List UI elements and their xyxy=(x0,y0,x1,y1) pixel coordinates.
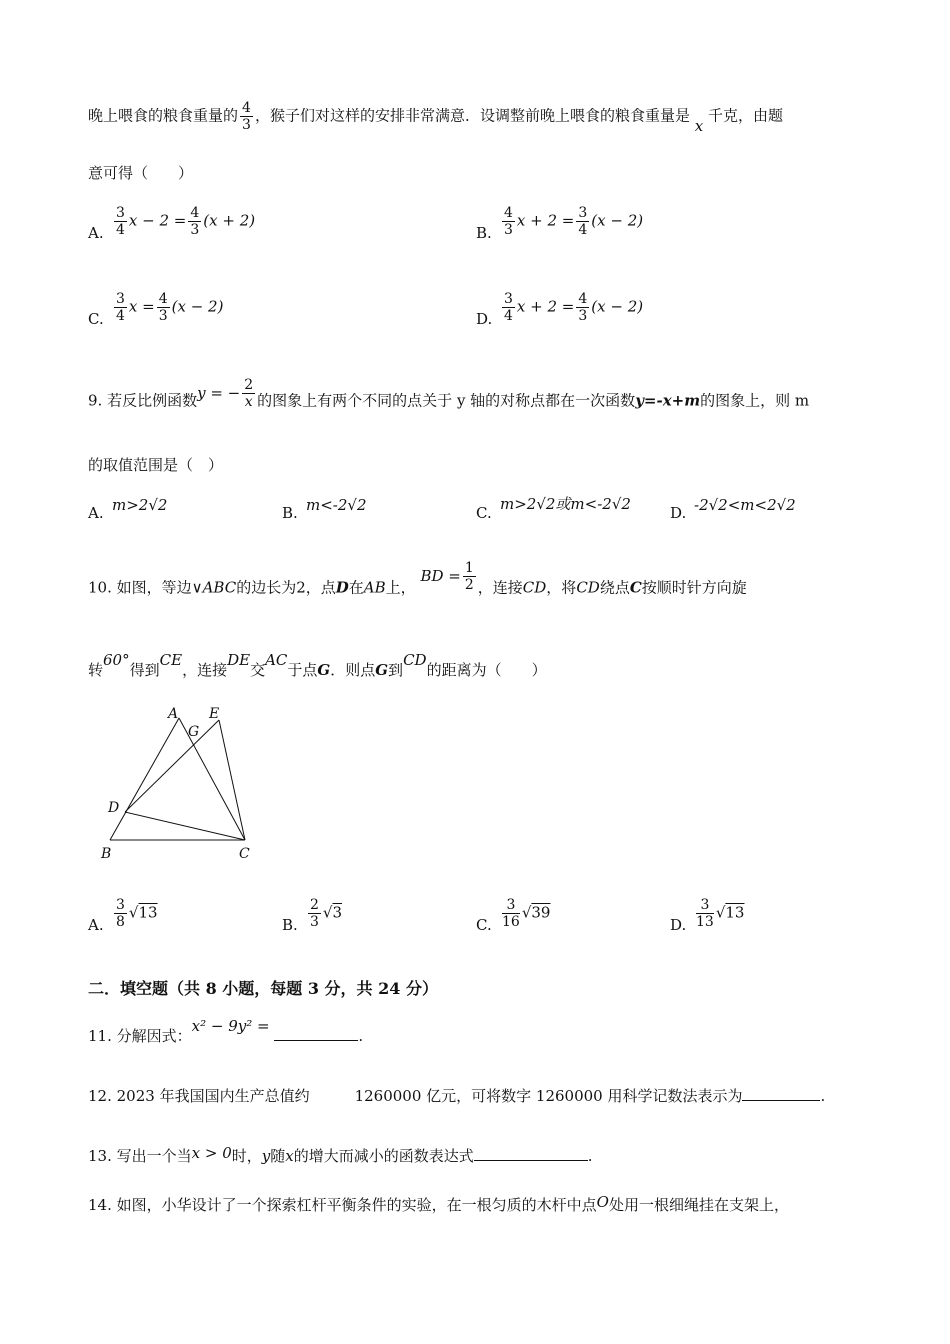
q13-answer-blank[interactable] xyxy=(474,1146,588,1161)
label-a: A xyxy=(168,706,179,722)
q14: 14. 如图，小华设计了一个探索杠杆平衡条件的实验，在一根匀质的木杆中点O处用一根细绳挂在支架上， xyxy=(88,1193,789,1214)
label-b: B xyxy=(101,846,112,862)
q9-option-b[interactable]: B. m<-2√2 xyxy=(282,496,367,522)
q9-option-d[interactable]: D. -2√2<m<2√2 xyxy=(670,496,796,522)
q8-line1: 晚上喂食的粮食重量的 $\frac{4}{3}$ ，猴子们对这样的安排非常满意．设调整前晚上喂食的粮食重量是 x 千克，由题 xyxy=(88,100,783,135)
q9-option-a[interactable]: A. m>2√2 xyxy=(88,496,168,522)
label-c: C xyxy=(239,846,250,862)
q10-line1: 10. 如图，等边∨ABC的边长为2，点D在AB上， BD = $\frac{1}{2}$ ，连接CD，将CD绕点C按顺时针方向旋 xyxy=(88,560,747,597)
q11-answer-blank[interactable] xyxy=(274,1026,358,1041)
segment-cd xyxy=(125,812,245,840)
q12-answer-blank[interactable] xyxy=(742,1086,820,1101)
q10-option-a[interactable]: A. $\frac{3}{8}$ √13 xyxy=(88,897,158,934)
label-d: D xyxy=(108,800,120,816)
label-e: E xyxy=(209,706,220,722)
section-fill-in-heading: 二．填空题（共 8 小题，每题 3 分，共 24 分） xyxy=(88,979,438,998)
q13: 13. 写出一个当x > 0时，y随x的增大而减小的函数表达式 . xyxy=(88,1144,593,1165)
q10-triangle-figure xyxy=(96,700,276,865)
fraction-4-3: $\frac{4}{3}$ xyxy=(242,100,251,133)
q8-option-c[interactable]: C. $\frac{3}{4}$ x = $\frac{4}{3}$ (x − 2) xyxy=(88,291,224,328)
q10-option-d[interactable]: D. $\frac{3}{13}$ √13 xyxy=(670,897,745,934)
var-x: x xyxy=(694,116,704,135)
q8-option-b[interactable]: B. $\frac{4}{3}$ x + 2 = $\frac{3}{4}$ (x − 2) xyxy=(476,205,644,242)
q12: 12. 2023 年我国国内生产总值约 1260000 亿元，可将数字 1260000 用科学记数法表示为 . xyxy=(88,1087,826,1105)
q8-option-d[interactable]: D. $\frac{3}{4}$ x + 2 = $\frac{4}{3}$ (x − 2) xyxy=(476,291,644,328)
q9-line1: 9. 若反比例函数y = − $\frac{2}{x}$ 的图象上有两个不同的点关于 y 轴的对称点都在一次函数y=-x+m的图象上，则 m xyxy=(88,377,810,410)
q9-line2: 的取值范围是（ ） xyxy=(88,456,224,474)
q8-line2: 意可得（ ） xyxy=(88,164,194,182)
segment-ec xyxy=(219,720,245,840)
label-g: G xyxy=(188,724,200,740)
q10-option-c[interactable]: C. $\frac{3}{16}$ √39 xyxy=(476,897,551,934)
q10-option-b[interactable]: B. $\frac{2}{3}$ √3 xyxy=(282,897,343,934)
q9-option-c[interactable]: C. m>2√2或m<-2√2 xyxy=(476,495,631,522)
q8-option-a[interactable]: A. $\frac{3}{4}$ x − 2 = $\frac{4}{3}$ (x + 2) xyxy=(88,205,256,242)
q11: 11. 分解因式：x² − 9y² = . xyxy=(88,1017,364,1045)
q10-line2: 转60°得到CE，连接DE交AC于点G．则点G到CD的距离为（ ） xyxy=(88,651,547,679)
